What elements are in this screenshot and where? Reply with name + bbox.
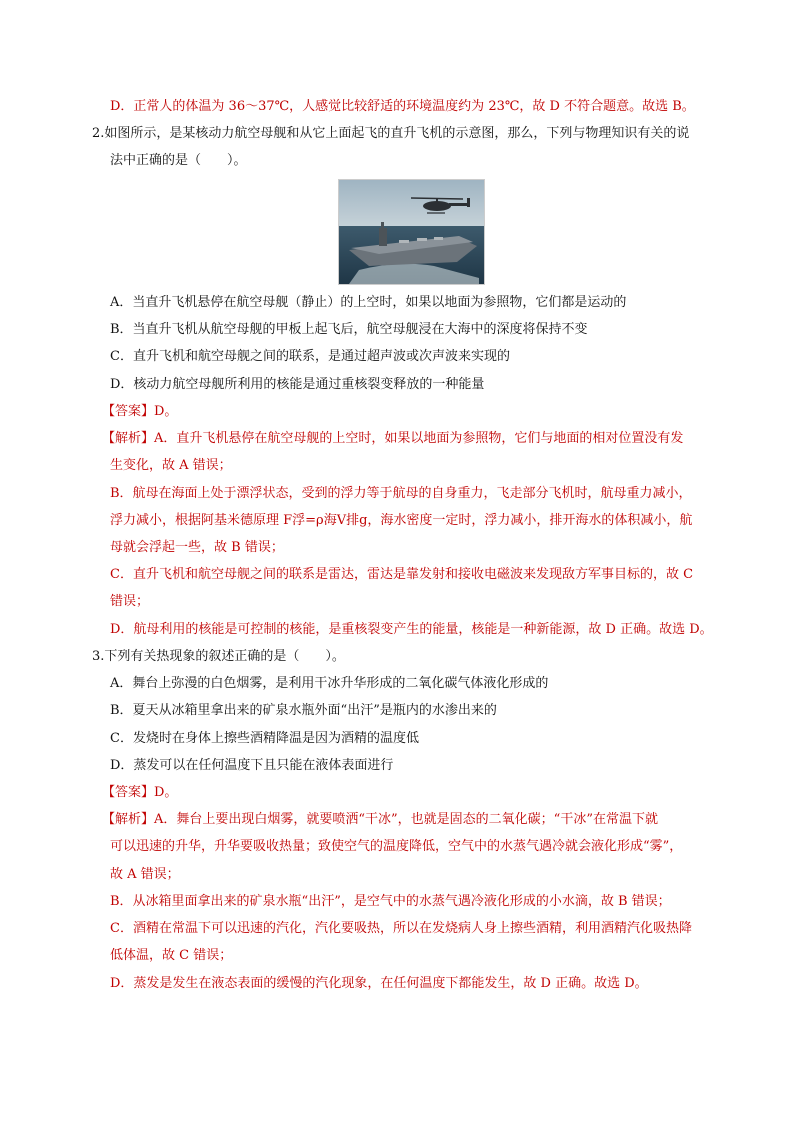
q3-analysis-line7: D．蒸发是发生在液态表面的缓慢的汽化现象，在任何温度下都能发生，故 D 正确。故选 D。 (110, 976, 648, 991)
q3-analysis-line5: C．酒精在常温下可以迅速的汽化，汽化要吸热，所以在发烧病人身上擦些酒精，利用酒精汽化吸热降 (110, 921, 692, 936)
q2-option-a: A．当直升飞机悬停在航空母舰（静止）的上空时，如果以地面为参照物，它们都是运动的 (110, 295, 627, 310)
q3-analysis-line3: 故 A 错误； (110, 867, 180, 882)
q3-option-b: B．夏天从冰箱里拿出来的矿泉水瓶外面“出汗”是瓶内的水渗出来的 (110, 703, 497, 718)
q2-option-b: B．当直升飞机从航空母舰的甲板上起飞后，航空母舰浸在大海中的深度将保持不变 (110, 322, 588, 337)
q2-answer: 【答案】D。 (102, 404, 178, 419)
q2-analysis-line7: 错误； (110, 594, 150, 609)
q2-analysis-line1: 【解析】A．直升飞机悬停在航空母舰的上空时，如果以地面为参照物，它们与地面的相对位置没有发 (102, 431, 684, 446)
q2-analysis-line4: 浮力减小，根据阿基米德原理 F浮=ρ海V排g，海水密度一定时，浮力减小，排开海水的体积减小，航 (110, 513, 693, 528)
q3-analysis-line4: B．从冰箱里面拿出来的矿泉水瓶“出汗”，是空气中的水蒸气遇冷液化形成的小水滴，故 B 错误； (110, 894, 671, 909)
q3-analysis-line1: 【解析】A．舞台上要出现白烟雾，就要喷洒“干冰”，也就是固态的二氧化碳；“干冰”在常温下就 (102, 812, 658, 827)
q1-explanation-d: D．正常人的体温为 36～37℃，人感觉比较舒适的环境温度约为 23℃，故 D 不符合题意。故选 B。 (110, 99, 695, 114)
aircraft-carrier-photo (338, 179, 485, 285)
q2-analysis-line2: 生变化，故 A 错误； (110, 458, 232, 473)
q3-option-c: C．发烧时在身体上擦些酒精降温是因为酒精的温度低 (110, 731, 419, 746)
q3-analysis-line2: 可以迅速的升华，升华要吸收热量；致使空气的温度降低，空气中的水蒸气遇冷就会液化形成“雾”， (110, 839, 683, 854)
q2-stem-line1: 2.如图所示，是某核动力航空母舰和从它上面起飞的直升飞机的示意图，那么，下列与物理知识有关的说 (92, 126, 690, 141)
q3-stem: 3.下列有关热现象的叙述正确的是（ ）。 (92, 649, 345, 664)
q2-stem-line2: 法中正确的是（ ）。 (110, 153, 247, 168)
q3-option-d: D．蒸发可以在任何温度下且只能在液体表面进行 (110, 758, 394, 773)
q3-analysis-line6: 低体温，故 C 错误； (110, 948, 233, 963)
q2-analysis-line5: 母就会浮起一些，故 B 错误； (110, 540, 284, 555)
q2-analysis-line6: C．直升飞机和航空母舰之间的联系是雷达，雷达是靠发射和接收电磁波来发现敌方军事目标的，故 C (110, 567, 694, 582)
q2-option-c: C．直升飞机和航空母舰之间的联系，是通过超声波或次声波来实现的 (110, 349, 510, 364)
q2-analysis-line3: B．航母在海面上处于漂浮状态，受到的浮力等于航母的自身重力，飞走部分飞机时，航母重力减小， (110, 486, 692, 501)
q3-answer: 【答案】D。 (102, 785, 178, 800)
q2-analysis-line8: D．航母利用的核能是可控制的核能，是重核裂变产生的能量，核能是一种新能源，故 D 正确。故选 D。 (110, 622, 713, 637)
q3-option-a: A．舞台上弥漫的白色烟雾，是利用干冰升华形成的二氧化碳气体液化形成的 (110, 676, 549, 691)
q2-option-d: D．核动力航空母舰所利用的核能是通过重核裂变释放的一种能量 (110, 377, 485, 392)
